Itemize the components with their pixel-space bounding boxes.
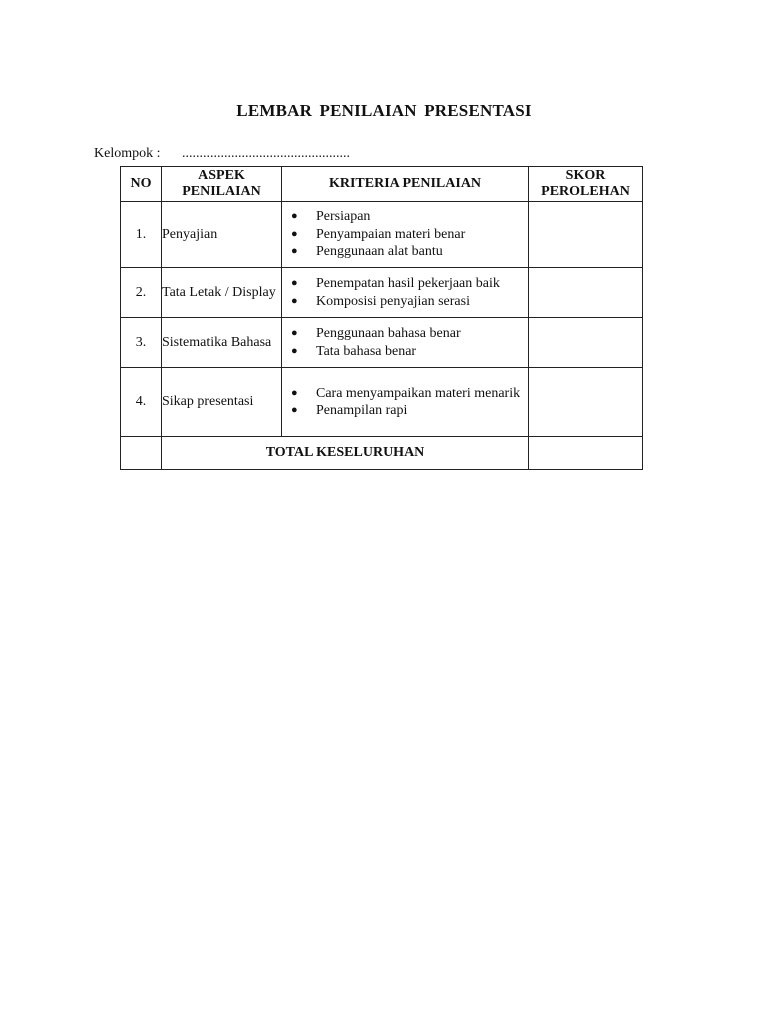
row-skor-cell[interactable] — [529, 318, 643, 368]
bullet-dot-icon: ● — [291, 404, 298, 416]
header-aspek-line1: ASPEK — [198, 168, 245, 183]
row-aspek: Sistematika Bahasa — [162, 318, 282, 368]
bullet-dot-icon: ● — [291, 344, 298, 357]
bullet-dot-icon: ● — [291, 327, 298, 339]
criteria-item — [282, 226, 528, 244]
row-no: 2. — [121, 268, 162, 318]
criteria-text: Penampilan rapi — [316, 403, 408, 418]
assessment-table — [120, 166, 643, 470]
row-no: 3. — [121, 318, 162, 368]
row-aspek: Tata Letak / Display — [162, 268, 282, 318]
row-aspek: Penyajian — [162, 202, 282, 268]
criteria-text: Persiapan — [316, 209, 371, 225]
criteria-text: Penempatan hasil pekerjaan baik — [316, 276, 500, 291]
header-aspek-line2: PENILAIAN — [182, 184, 261, 199]
group-value-blank[interactable]: ................................................ — [182, 146, 350, 161]
bullet-dot-icon: ● — [291, 386, 298, 399]
row-skor-cell[interactable] — [529, 268, 643, 318]
row-skor-cell[interactable] — [529, 202, 643, 268]
row-aspek: Sikap presentasi — [162, 368, 282, 437]
row-kriteria — [282, 202, 529, 268]
row-no: 1. — [121, 202, 162, 268]
header-aspek — [162, 167, 282, 202]
row-skor-cell[interactable] — [529, 368, 643, 437]
header-skor-line2: PEROLEHAN — [541, 184, 630, 199]
bullet-dot-icon: ● — [291, 294, 298, 307]
row-kriteria — [282, 368, 529, 437]
criteria-item — [282, 343, 528, 361]
criteria-text: Cara menyampaikan materi menarik — [316, 385, 521, 401]
bullet-dot-icon: ● — [291, 227, 298, 240]
header-kriteria-label: KRITERIA PENILAIAN — [328, 176, 482, 191]
row-kriteria — [282, 318, 529, 368]
bullet-dot-icon: ● — [291, 210, 298, 223]
total-no-cell — [121, 437, 162, 470]
total-label: TOTAL KESELURUHAN — [162, 437, 529, 470]
criteria-item — [282, 385, 528, 403]
bullet-dot-icon: ● — [291, 245, 298, 258]
criteria-text: Penggunaan bahasa benar — [316, 326, 461, 341]
header-skor — [529, 167, 643, 202]
criteria-item — [282, 293, 528, 311]
table-header-row — [121, 167, 643, 202]
table-row — [121, 202, 643, 268]
header-no — [121, 167, 162, 202]
criteria-item — [282, 208, 528, 226]
criteria-item — [282, 275, 528, 293]
table-row — [121, 318, 643, 368]
criteria-item — [282, 243, 528, 261]
group-label: Kelompok : — [94, 146, 161, 161]
criteria-text: Penggunaan alat bantu — [316, 244, 443, 260]
criteria-text: Komposisi penyajian serasi — [316, 293, 470, 309]
row-no: 4. — [121, 368, 162, 437]
criteria-text: Penyampaian materi benar — [316, 226, 466, 242]
criteria-item — [282, 325, 528, 343]
bullet-dot-icon: ● — [291, 277, 298, 289]
header-no-label: NO — [130, 176, 152, 191]
total-row — [121, 437, 643, 470]
header-kriteria — [282, 167, 529, 202]
row-kriteria — [282, 268, 529, 318]
criteria-item — [282, 402, 528, 420]
table-row — [121, 268, 643, 318]
criteria-text: Tata bahasa benar — [316, 343, 417, 359]
table-row — [121, 368, 643, 437]
total-skor-cell[interactable] — [529, 437, 643, 470]
page-title: LEMBAR PENILAIAN PRESENTASI — [236, 101, 532, 120]
group-field — [94, 146, 350, 162]
header-skor-line1: SKOR — [565, 168, 606, 183]
